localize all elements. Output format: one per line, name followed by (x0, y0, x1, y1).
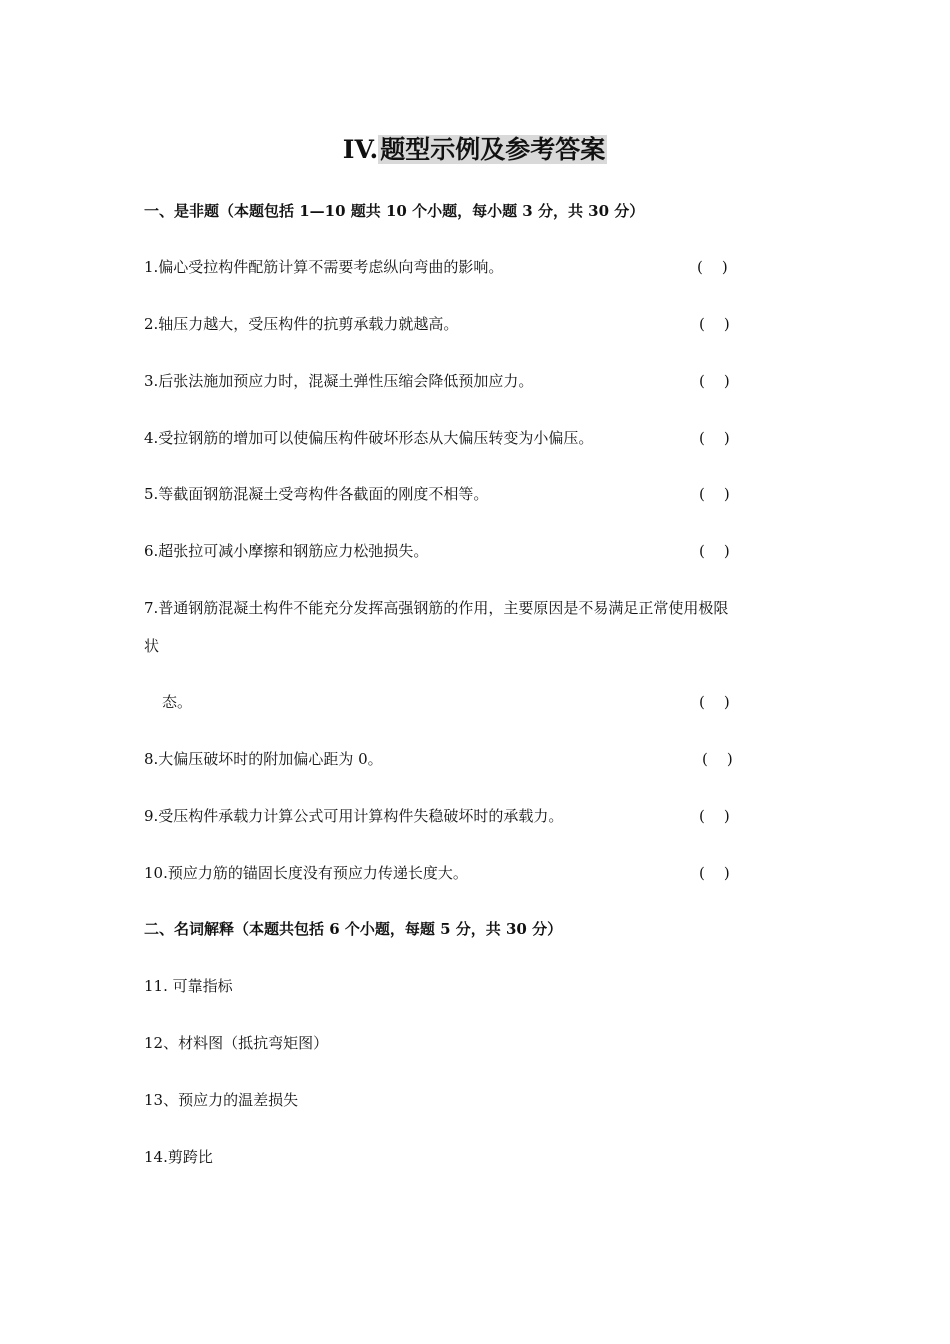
question-6: 6.超张拉可减小摩擦和钢筋应力松弛损失。 (144, 542, 429, 560)
answer-bracket-6: ( ) (699, 542, 730, 560)
question-10: 10.预应力筋的锚固长度没有预应力传递长度大。 (144, 864, 468, 882)
term-12: 12、材料图（抵抗弯矩图） (144, 1034, 329, 1052)
question-7: 7.普通钢筋混凝土构件不能充分发挥高强钢筋的作用，主要原因是不易满足正常使用极限 (144, 599, 729, 617)
title-prefix: IV. (342, 135, 379, 164)
question-3: 3.后张法施加预应力时，混凝土弹性压缩会降低预加应力。 (144, 372, 534, 390)
question-8: 8.大偏压破坏时的附加偏心距为 0。 (144, 750, 383, 768)
answer-bracket-5: ( ) (699, 485, 730, 503)
question-2: 2.轴压力越大，受压构件的抗剪承载力就越高。 (144, 315, 459, 333)
section2-heading: 二、名词解释（本题共包括 6 个小题，每题 5 分，共 30 分） (144, 920, 563, 938)
answer-bracket-10: ( ) (699, 864, 730, 882)
question-9: 9.受压构件承载力计算公式可用计算构件失稳破坏时的承载力。 (144, 807, 564, 825)
title-text-highlighted: 题型示例及参考答案 (380, 135, 606, 164)
answer-bracket-4: ( ) (699, 429, 730, 447)
answer-bracket-8: ( ) (702, 750, 733, 768)
answer-bracket-1: ( ) (697, 258, 728, 276)
question-5: 5.等截面钢筋混凝土受弯构件各截面的刚度不相等。 (144, 485, 489, 503)
section1-heading: 一、是非题（本题包括 1—10 题共 10 个小题，每小题 3 分，共 30 分） (144, 202, 645, 220)
question-4: 4.受拉钢筋的增加可以使偏压构件破坏形态从大偏压转变为小偏压。 (144, 429, 594, 447)
question-7-wrap: 状 (144, 637, 160, 655)
answer-bracket-9: ( ) (699, 807, 730, 825)
question-1: 1.偏心受拉构件配筋计算不需要考虑纵向弯曲的影响。 (144, 258, 504, 276)
question-7-continuation: 态。 (162, 693, 193, 711)
answer-bracket-3: ( ) (699, 372, 730, 390)
term-11: 11. 可靠指标 (144, 977, 233, 995)
answer-bracket-7: ( ) (699, 693, 730, 711)
answer-bracket-2: ( ) (699, 315, 730, 333)
page-title (0, 132, 950, 168)
term-14: 14.剪跨比 (144, 1148, 213, 1166)
term-13: 13、预应力的温差损失 (144, 1091, 299, 1109)
